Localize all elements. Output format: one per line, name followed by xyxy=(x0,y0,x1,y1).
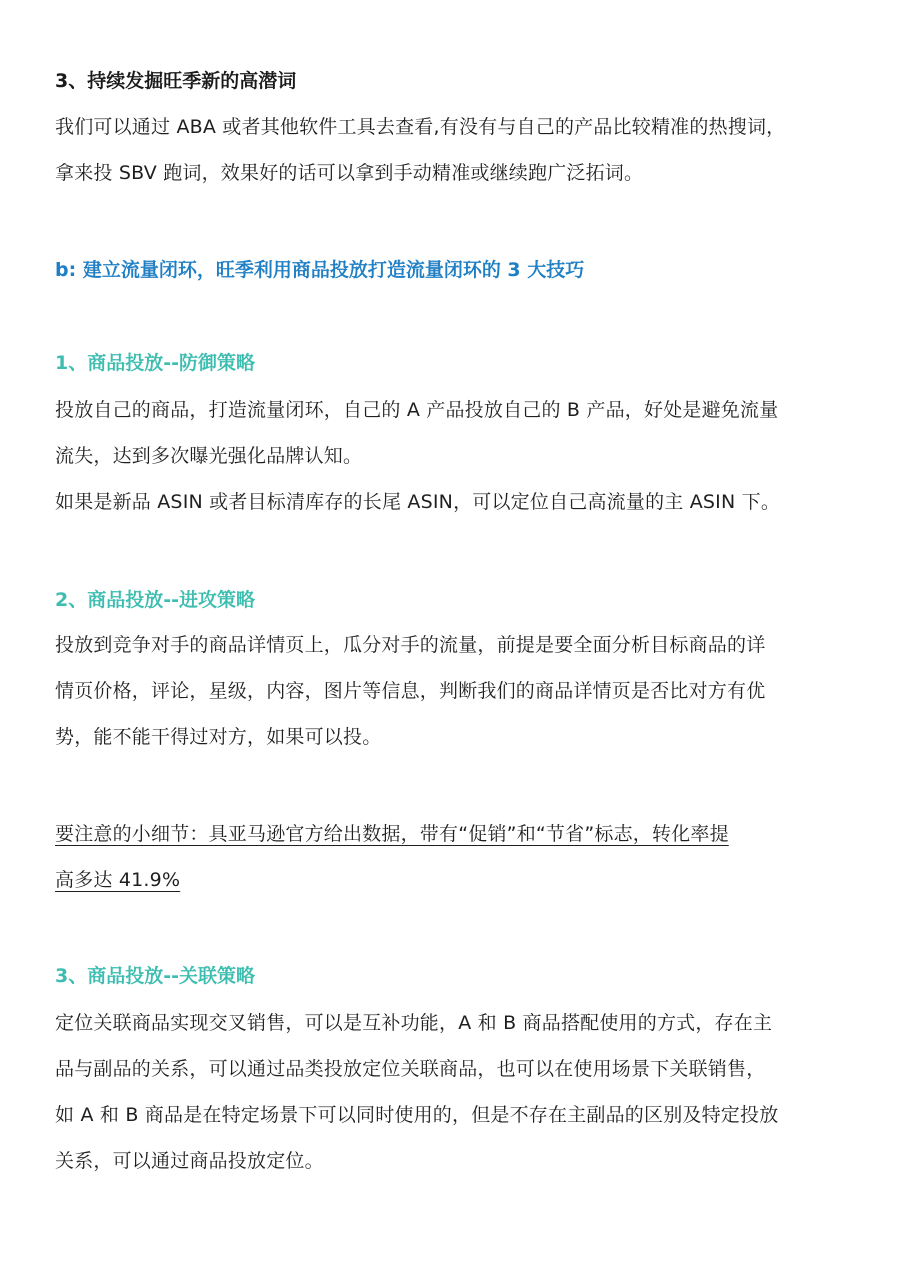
paragraph-line: 投放自己的商品，打造流量闭环，自己的 A 产品投放自己的 B 产品，好处是避免流量 xyxy=(55,399,779,421)
paragraph-line: 势，能不能干得过对方，如果可以投。 xyxy=(55,726,382,748)
paragraph-line: 如 A 和 B 商品是在特定场景下可以同时使用的，但是不存在主副品的区别及特定投放 xyxy=(55,1104,779,1126)
paragraph-line: 投放到竞争对手的商品详情页上，瓜分对手的流量，前提是要全面分析目标商品的详 xyxy=(55,634,766,656)
note-text: 要注意的小细节：具亚马逊官方给出数据，带有“促销”和“节省”标志，转化率提 xyxy=(55,823,729,845)
paragraph-line xyxy=(55,811,855,857)
tip-heading-offense: 2、商品投放--进攻策略 xyxy=(55,589,255,611)
paragraph-line: 流失，达到多次曝光强化品牌认知。 xyxy=(55,445,363,467)
paragraph-line: 情页价格，评论，星级，内容，图片等信息，判断我们的商品详情页是否比对方有优 xyxy=(55,680,766,702)
association-paragraph xyxy=(55,1000,855,1184)
paragraph-line: 关系，可以通过商品投放定位。 xyxy=(55,1150,324,1172)
paragraph-line: 拿来投 SBV 跑词，效果好的话可以拿到手动精准或继续跑广泛拓词。 xyxy=(55,162,644,184)
note-paragraph xyxy=(55,811,855,903)
paragraph-line: 品与副品的关系，可以通过品类投放定位关联商品，也可以在使用场景下关联销售， xyxy=(55,1058,766,1080)
section-heading-traffic-loop: b: 建立流量闭环，旺季利用商品投放打造流量闭环的 3 大技巧 xyxy=(55,259,585,281)
tip-heading-defense: 1、商品投放--防御策略 xyxy=(55,352,255,374)
paragraph-line xyxy=(55,857,855,903)
keywords-paragraph xyxy=(55,104,855,196)
paragraph-line: 我们可以通过 ABA 或者其他软件工具去查看,有没有与自己的产品比较精准的热搜词， xyxy=(55,116,786,138)
offense-paragraph xyxy=(55,622,855,760)
paragraph-line: 定位关联商品实现交叉销售，可以是互补功能，A 和 B 商品搭配使用的方式，存在主 xyxy=(55,1012,773,1034)
section-heading-keywords: 3、持续发掘旺季新的高潜词 xyxy=(55,70,297,92)
defense-paragraph xyxy=(55,387,855,525)
note-text: 高多达 41.9% xyxy=(55,869,181,891)
paragraph-line: 如果是新品 ASIN 或者目标清库存的长尾 ASIN，可以定位自己高流量的主 ASIN 下。 xyxy=(55,491,781,513)
tip-heading-association: 3、商品投放--关联策略 xyxy=(55,965,255,987)
